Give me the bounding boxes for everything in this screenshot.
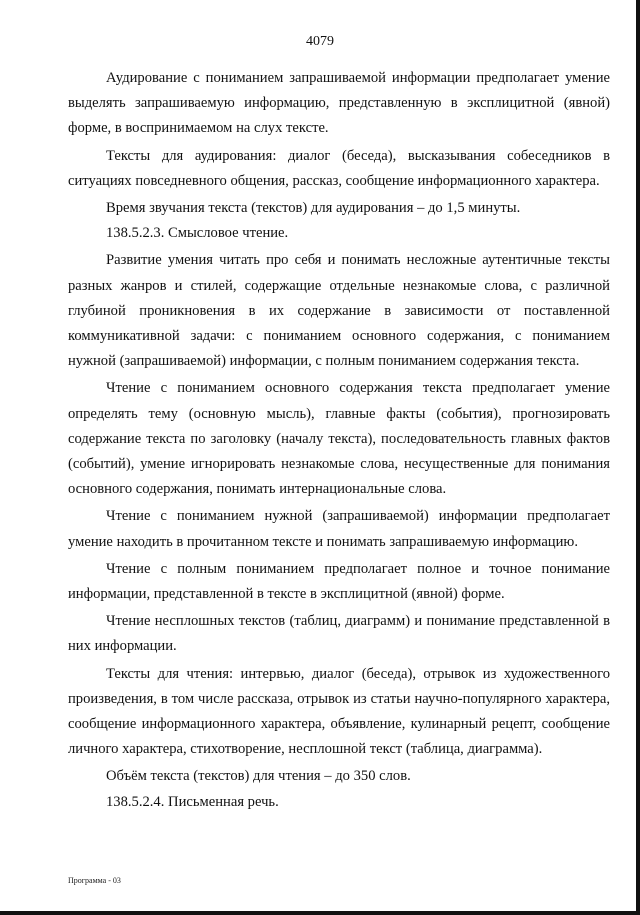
paragraph-listening-info: Аудирование с пониманием запрашиваемой информации предполагает умение выделять запрашиваемую информацию, представленную в эксплицитной (явной) форме, в воспринимаемом на слух тексте. — [68, 70, 610, 137]
paragraph-reading-specific-info: Чтение с пониманием нужной (запрашиваемой) информации предполагает умение находить в прочитанном тексте и понимать запрашиваемую информацию. — [68, 508, 610, 550]
document-body — [68, 66, 610, 815]
paragraph-reading-full-understanding: Чтение с полным пониманием предполагает полное и точное понимание информации, представленной в тексте в эксплицитной (явной) форме. — [68, 560, 610, 603]
paragraph-reading-noncontinuous: Чтение несплошных текстов (таблиц, диаграмм) и понимание представленной в них информации. — [68, 613, 610, 655]
paragraph-listening-time: Время звучания текста (текстов) для аудирования – до 1,5 минуты. — [106, 200, 521, 217]
paragraph-reading-texts: Тексты для чтения: интервью, диалог (беседа), отрывок из художественного произведения, в том числе рассказа, отрывок из статьи научно-популярного характера, сообщение информационного характера, объявление, кулинарный рецепт, сообщение личного характера, стихотворение, несплошной текст (таблица, диаграмма). — [68, 665, 610, 758]
paragraph-reading-skills: Развитие умения читать про себя и понимать несложные аутентичные тексты разных жанров и стилей, содержащие отдельные незнакомые слова, с различной глубиной проникновения в их содержание в зависимости от поставленной коммуникативной задачи: с пониманием основного содержания, с пониманием нужной (запрашиваемой) информации, с полным пониманием содержания текста. — [68, 252, 610, 370]
paragraph-reading-volume: Объём текста (текстов) для чтения – до 350 слов. — [106, 768, 411, 785]
paragraph-reading-main-content: Чтение с пониманием основного содержания текста предполагает умение определять тему (основную мысль), главные факты (события), прогнозировать содержание текста по заголовку (началу текста), последовательность главных фактов (событий), умение игнорировать незнакомые слова, несущественные для понимания основного содержания, понимать интернациональные слова. — [68, 380, 610, 498]
paragraph-listening-texts: Тексты для аудирования: диалог (беседа), высказывания собеседников в ситуациях повседневного общения, рассказ, сообщение информационного характера. — [68, 147, 610, 189]
footer-label: Программа - 03 — [68, 876, 121, 885]
section-heading-writing: 138.5.2.4. Письменная речь. — [106, 793, 279, 810]
page-number: 4079 — [306, 34, 334, 49]
section-heading-reading: 138.5.2.3. Смысловое чтение. — [106, 225, 289, 242]
